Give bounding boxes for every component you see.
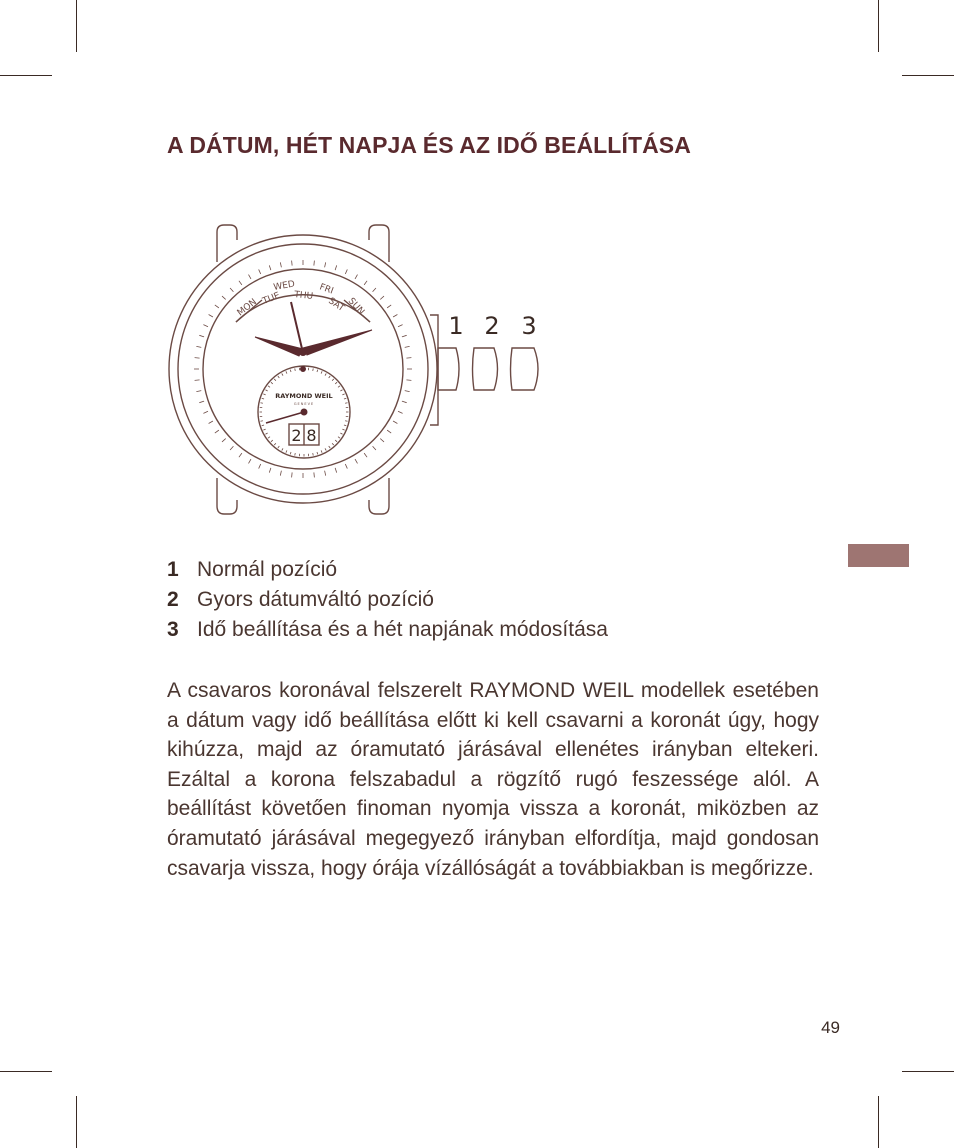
minute-tick	[249, 275, 252, 279]
minute-tick	[196, 346, 201, 347]
subdial-tick	[332, 379, 334, 381]
subdial-tick	[260, 421, 262, 422]
minute-tick	[325, 262, 326, 267]
minute-tick	[387, 430, 391, 433]
crop-mark-bottom-left-horizontal	[0, 1071, 52, 1072]
subdial-tick	[262, 425, 264, 426]
subdial-tick	[317, 452, 318, 454]
subdial-tick	[317, 370, 318, 372]
subdial-tick	[263, 429, 265, 430]
minute-tick	[203, 411, 208, 413]
minute-tick	[325, 471, 326, 476]
day-label-thu: THU	[293, 290, 314, 302]
legend-item	[167, 555, 608, 585]
minute-tick	[195, 358, 200, 359]
subdial-tick	[295, 368, 296, 370]
crown-position-3	[511, 348, 539, 390]
subdial-tick	[332, 443, 334, 445]
day-hand	[291, 302, 303, 353]
subdial-tick	[335, 440, 337, 442]
crop-mark-top-left-vertical	[76, 0, 77, 52]
crown-number-3: 3	[521, 312, 537, 340]
section-tab-marker	[848, 544, 909, 567]
legend-number: 1	[167, 558, 179, 581]
subdial-tick	[263, 394, 265, 395]
page-title: A DÁTUM, HÉT NAPJA ÉS AZ IDŐ BEÁLLÍTÁSA	[167, 132, 691, 158]
subdial-tick	[278, 446, 279, 448]
subdial-tick	[282, 373, 283, 375]
subdial-tick	[262, 398, 264, 399]
subdial-tick	[338, 386, 340, 387]
subdial-tick	[325, 448, 326, 450]
subdial-tick	[342, 429, 344, 430]
crown-number-1: 1	[448, 312, 464, 340]
minute-tick	[209, 315, 213, 318]
subdial-tick	[260, 403, 262, 404]
crop-mark-bottom-right-horizontal	[902, 1071, 954, 1072]
minute-tick	[402, 335, 407, 337]
seconds-hand	[266, 412, 304, 423]
subdial-tick	[342, 394, 344, 395]
subdial-tick	[295, 453, 296, 455]
crown-position-1	[438, 348, 459, 390]
subdial-tick	[265, 433, 267, 434]
dial-marker	[301, 367, 306, 372]
minute-tick	[398, 411, 403, 413]
minute-tick	[203, 325, 208, 327]
minute-tick	[387, 305, 391, 308]
minute-tick	[292, 472, 293, 477]
hour-hand	[255, 337, 303, 356]
minute-tick	[345, 269, 347, 274]
minute-tick	[215, 430, 219, 433]
minute-tick	[269, 468, 271, 473]
subdial-tick	[340, 433, 342, 434]
legend-item	[167, 585, 608, 615]
page-number: 49	[821, 1018, 840, 1037]
crop-mark-top-left-horizontal	[0, 75, 52, 76]
subdial-tick	[321, 450, 322, 452]
minute-tick	[406, 380, 411, 381]
minute-tick	[373, 446, 376, 450]
subdial-tick	[271, 382, 273, 384]
subdial-tick	[335, 382, 337, 384]
subdial-tick	[344, 398, 346, 399]
lug-top-left	[217, 225, 237, 262]
minute-tick	[230, 288, 233, 292]
day-label-sat: SAT	[326, 296, 346, 314]
minute-tick	[364, 453, 367, 457]
minute-tick	[345, 464, 347, 469]
subdial-tick	[329, 376, 330, 378]
minute-tick	[269, 265, 271, 270]
minute-tick	[380, 439, 384, 442]
crown-number-2: 2	[484, 312, 500, 340]
subdial-tick	[340, 390, 342, 391]
day-label-fri: FRI	[317, 282, 335, 297]
subdial-tick	[313, 368, 314, 370]
minute-tick	[402, 401, 407, 403]
subdial-tick	[325, 373, 326, 375]
minute-tick	[280, 262, 281, 267]
minute-tick	[393, 421, 397, 424]
day-label-sun: SUN	[345, 296, 366, 318]
brand-subtitle: GENEVE	[293, 402, 315, 406]
date-digit-2: 8	[306, 426, 317, 445]
date-digit-1: 2	[291, 426, 302, 445]
minute-tick	[314, 472, 315, 477]
minute-tick	[196, 391, 201, 392]
instructions-paragraph: A csavaros koronával felszerelt RAYMOND WEIL modellek esetében a dátum vagy idő beállítása előtt ki kell csavarni a koronát úgy, hogy kihúzza, majd az óramutató járásával ellenétes irányban eltekeri. Ezáltal a korona felszabadul a rögzítő rugó feszessége alól. A beállítást követően finoman nyomja vissza a koronát, miközben az óramutató járásával megegyező irányban elfordítja, majd gondosan csavarja vissza, hogy órája vízállóságát a továbbiakban is megőrizze.	[167, 679, 819, 880]
minute-tick	[280, 471, 281, 476]
day-label-wed: WED	[272, 279, 296, 293]
minute-tick	[393, 315, 397, 318]
day-label-mon: MON	[235, 297, 259, 319]
minute-tick	[222, 439, 226, 442]
crown-positions-legend	[167, 555, 608, 645]
minute-tick	[222, 296, 226, 299]
legend-item	[167, 615, 608, 645]
crown-position-2	[473, 348, 498, 390]
subdial-tick	[268, 386, 270, 387]
subdial-tick	[282, 448, 283, 450]
minute-tick	[314, 261, 315, 266]
crop-mark-bottom-left-vertical	[76, 1096, 77, 1148]
subdial-tick	[268, 437, 270, 438]
day-label-tue: TUE	[261, 290, 282, 307]
minute-tick	[398, 325, 403, 327]
minute-tick	[209, 421, 213, 424]
crop-mark-bottom-right-vertical	[878, 1096, 879, 1148]
subdial-tick	[338, 437, 340, 438]
subdial-tick	[274, 379, 276, 381]
minute-tick	[355, 459, 358, 463]
minute-tick	[406, 358, 411, 359]
legend-number: 3	[167, 618, 179, 641]
subdial-tick	[274, 443, 276, 445]
subdial-tick	[345, 421, 347, 422]
subdial-tick	[286, 450, 287, 452]
subdial-tick	[321, 371, 322, 373]
minute-tick	[195, 380, 200, 381]
minute-tick	[199, 335, 204, 337]
brand-logo: RAYMOND WEIL	[275, 392, 333, 400]
subdial-tick	[344, 425, 346, 426]
subdial-tick	[278, 376, 279, 378]
crop-mark-top-right-horizontal	[902, 75, 954, 76]
crop-mark-top-right-vertical	[878, 0, 879, 52]
minute-tick	[355, 275, 358, 279]
minute-tick	[199, 401, 204, 403]
minute-tick	[364, 281, 367, 285]
minute-tick	[259, 269, 261, 274]
minute-tick	[405, 391, 410, 392]
minute-tick	[405, 346, 410, 347]
minute-tick	[380, 296, 384, 299]
subdial-tick	[329, 446, 330, 448]
legend-number: 2	[167, 588, 179, 611]
minute-tick	[249, 459, 252, 463]
minute-tick	[239, 453, 242, 457]
minute-tick	[230, 446, 233, 450]
minute-tick	[373, 288, 376, 292]
subdial-tick	[313, 453, 314, 455]
watch-illustration	[160, 215, 560, 525]
minute-tick	[239, 281, 242, 285]
minute-hand	[303, 330, 372, 355]
legend-text: Idő beállítása és a hét napjának módosítása	[197, 618, 608, 641]
subdial-tick	[290, 370, 291, 372]
subdial-tick	[271, 440, 273, 442]
subdial-tick	[286, 371, 287, 373]
minute-tick	[215, 305, 219, 308]
center-pin	[300, 349, 307, 356]
subdial-tick	[345, 403, 347, 404]
minute-tick	[335, 265, 337, 270]
minute-tick	[335, 468, 337, 473]
legend-text: Normál pozíció	[197, 558, 338, 581]
minute-tick	[292, 261, 293, 266]
legend-text: Gyors dátumváltó pozíció	[197, 588, 434, 611]
lug-top-right	[369, 225, 389, 262]
seconds-pin	[301, 409, 307, 415]
subdial-tick	[290, 452, 291, 454]
minute-tick	[259, 464, 261, 469]
subdial-tick	[265, 390, 267, 391]
